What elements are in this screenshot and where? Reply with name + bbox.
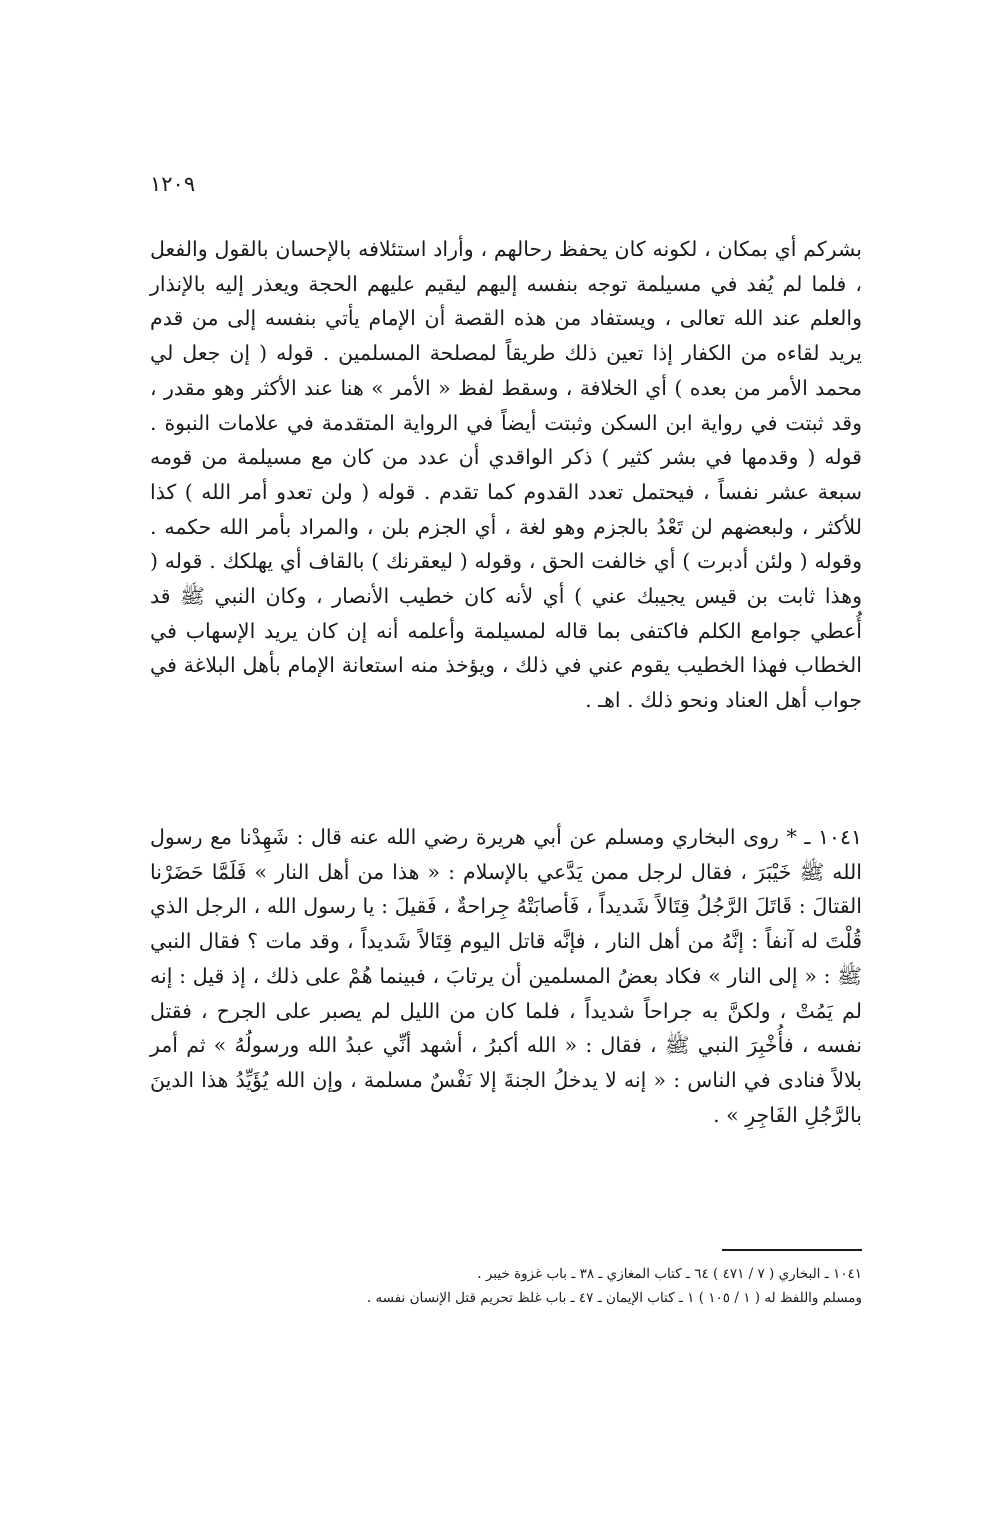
footnote-line: ومسلم واللفظ له ( ١ / ١٠٥ ) ١ ـ كتاب الإيمان ـ ٤٧ ـ باب غلظ تحريم قتل الإنسان نفسه . — [366, 1290, 862, 1306]
footnote-line: ١٠٤١ ـ البخاري ( ٧ / ٤٧١ ) ٦٤ ـ كتاب المغازي ـ ٣٨ ـ باب غزوة خيبر . — [477, 1266, 862, 1282]
footnotes — [200, 1262, 862, 1310]
commentary-paragraph: بشركم أي بمكان ، لكونه كان يحفظ رحالهم ، وأراد استئلافه بالإحسان بالقول والفعل ، فلما لم يُفد في مسيلمة توجه بنفسه إليهم ليقيم عليهم الحجة ويعذر إليه بالإنذار والعلم عند الله تعالى ، ويستفاد من هذه القصة أن الإمام يأتي بنفسه إلى من قدم يريد لقاءه من الكفار إذا تعين ذلك طريقاً لمصلحة المسلمين . قوله ( إن جعل لي محمد الأمر من بعده ) أي الخلافة ، وسقط لفظ « الأمر » هنا عند الأكثر وهو مقدر ، وقد ثبتت في رواية ابن السكن وثبتت أيضاً في الرواية المتقدمة في علامات النبوة . قوله ( وقدمها في بشر كثير ) ذكر الواقدي أن عدد من كان مع مسيلمة من قومه سبعة عشر نفساً ، فيحتمل تعدد القدوم كما تقدم . قوله ( ولن تعدو أمر الله ) كذا للأكثر ، ولبعضهم لن تَعْدُ بالجزم وهو لغة ، أي الجزم بلن ، والمراد بأمر الله حكمه . وقوله ( ولئن أدبرت ) أي خالفت الحق ، وقوله ( ليعقرنك ) بالقاف أي يهلكك . قوله ( وهذا ثابت بن قيس يجيبك عني ) أي لأنه كان خطيب الأنصار ، وكان النبي ﷺ قد أُعطي جوامع الكلم فاكتفى بما قاله لمسيلمة وأعلمه أنه إن كان يريد الإسهاب في الخطاب فهذا الخطيب يقوم عني في ذلك ، ويؤخذ منه استعانة الإمام بأهل البلاغة في جواب أهل العناد ونحو ذلك . اهـ . — [150, 237, 862, 713]
hadith-paragraph: ١٠٤١ ـ * روى البخاري ومسلم عن أبي هريرة رضي الله عنه قال : شَهِدْنا مع رسول الله ﷺ خَيْبَرَ ، فقال لرجل ممن يَدَّعي بالإسلام : « هذا من أهل النار » فَلَمَّا حَضَرْنا القتالَ : قَاتَلَ الرَّجُلُ قِتَالاً شَديداً ، فَأصابَتْهُ جِراحةٌ ، فَقيلَ : يا رسول الله ، الرجل الذي قُلْتَ له آنفاً : إنَّهُ من أهل النار ، فإنَّه قاتل اليوم قِتَالاً شَديداً ، وقد مات ؟ فقال النبي ﷺ : « إلى النار » فكاد بعضُ المسلمين أن يرتابَ ، فبينما هُمْ على ذلك ، إذ قيل : إنه لم يَمُتْ ، ولكنَّ به جراحاً شديداً ، فلما كان من الليل لم يصبر على الجرح ، فقتل نفسه ، فأُخْبِرَ النبي ﷺ ، فقال : « الله أكبرُ ، أشهد أنِّي عبدُ الله ورسولُهُ » ثم أمر بلالاً فنادى في الناس : « إنه لا يدخلُ الجنةَ إلا نَفْسٌ مسلمة ، وإن الله يُؤَيِّدُ هذا الدينَ بالرَّجُلِ الفَاجِرِ » . — [150, 825, 862, 1127]
footnote-divider — [722, 1249, 862, 1251]
page-number: ١٢٠٩ — [150, 172, 196, 196]
